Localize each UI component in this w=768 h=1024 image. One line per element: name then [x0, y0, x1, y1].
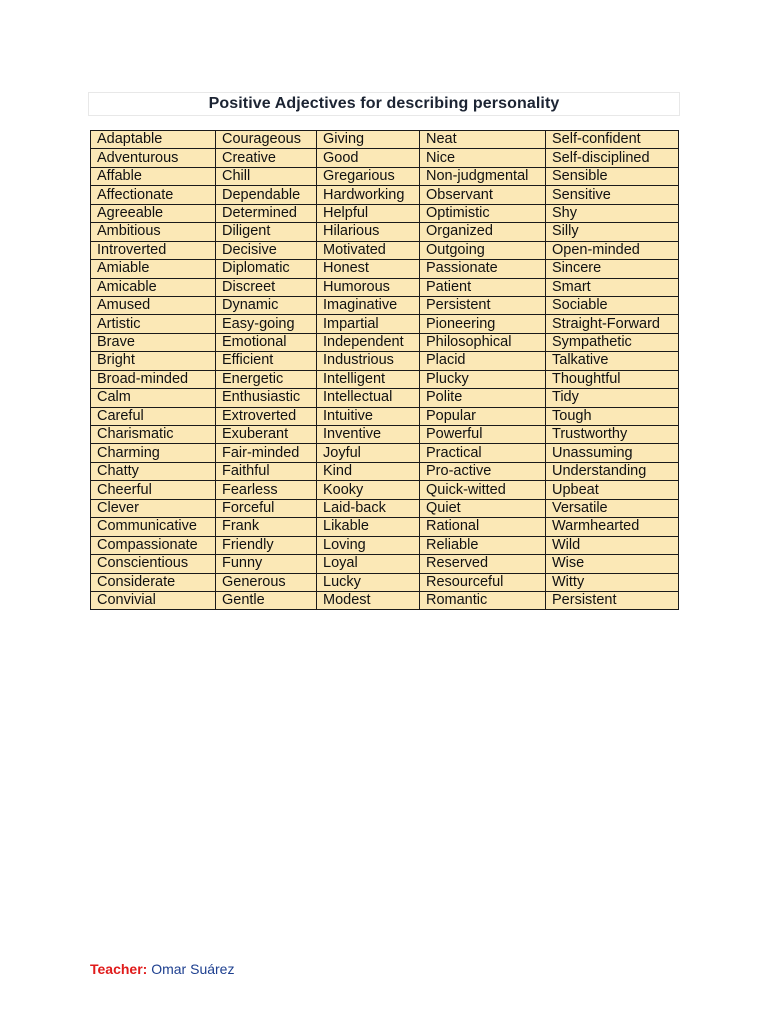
- table-cell: Faithful: [216, 462, 317, 480]
- table-cell: Sincere: [546, 260, 679, 278]
- table-cell: Wild: [546, 536, 679, 554]
- table-cell: Persistent: [420, 296, 546, 314]
- table-cell: Placid: [420, 352, 546, 370]
- table-cell: Kind: [317, 462, 420, 480]
- table-row: [91, 333, 679, 351]
- table-cell: Good: [317, 149, 420, 167]
- table-cell: Generous: [216, 573, 317, 591]
- table-cell: Conscientious: [91, 555, 216, 573]
- table-cell: Hilarious: [317, 223, 420, 241]
- table-cell: Efficient: [216, 352, 317, 370]
- table-cell: Polite: [420, 389, 546, 407]
- table-cell: Chatty: [91, 462, 216, 480]
- table-cell: Decisive: [216, 241, 317, 259]
- table-row: [91, 591, 679, 609]
- table-row: [91, 278, 679, 296]
- table-cell: Practical: [420, 444, 546, 462]
- table-cell: Easy-going: [216, 315, 317, 333]
- table-cell: Laid-back: [317, 499, 420, 517]
- table-cell: Organized: [420, 223, 546, 241]
- table-cell: Honest: [317, 260, 420, 278]
- table-cell: Reserved: [420, 555, 546, 573]
- title-box: [88, 92, 680, 116]
- table-row: [91, 518, 679, 536]
- table-cell: Cheerful: [91, 481, 216, 499]
- table-cell: Self-confident: [546, 131, 679, 149]
- table-cell: Convivial: [91, 591, 216, 609]
- table-cell: Sympathetic: [546, 333, 679, 351]
- table-cell: Frank: [216, 518, 317, 536]
- table-cell: Upbeat: [546, 481, 679, 499]
- table-row: [91, 204, 679, 222]
- table-row: [91, 389, 679, 407]
- table-cell: Persistent: [546, 591, 679, 609]
- table-cell: Fearless: [216, 481, 317, 499]
- table-row: [91, 315, 679, 333]
- table-cell: Versatile: [546, 499, 679, 517]
- table-cell: Industrious: [317, 352, 420, 370]
- table-cell: Romantic: [420, 591, 546, 609]
- table-row: [91, 499, 679, 517]
- table-cell: Amicable: [91, 278, 216, 296]
- table-cell: Open-minded: [546, 241, 679, 259]
- table-cell: Creative: [216, 149, 317, 167]
- table-cell: Resourceful: [420, 573, 546, 591]
- table-row: [91, 426, 679, 444]
- table-row: [91, 481, 679, 499]
- table-cell: Quick-witted: [420, 481, 546, 499]
- table-cell: Diligent: [216, 223, 317, 241]
- table-cell: Charismatic: [91, 426, 216, 444]
- table-cell: Observant: [420, 186, 546, 204]
- table-cell: Straight-Forward: [546, 315, 679, 333]
- table-cell: Compassionate: [91, 536, 216, 554]
- table-row: [91, 536, 679, 554]
- table-cell: Adventurous: [91, 149, 216, 167]
- page-title: Positive Adjectives for describing personality: [208, 95, 560, 112]
- table-cell: Considerate: [91, 573, 216, 591]
- table-cell: Optimistic: [420, 204, 546, 222]
- table-cell: Helpful: [317, 204, 420, 222]
- table-cell: Silly: [546, 223, 679, 241]
- table-cell: Shy: [546, 204, 679, 222]
- table-cell: Tidy: [546, 389, 679, 407]
- table-cell: Modest: [317, 591, 420, 609]
- adjectives-table-body: [91, 131, 679, 610]
- teacher-credit: [90, 960, 234, 978]
- table-cell: Energetic: [216, 370, 317, 388]
- table-cell: Chill: [216, 167, 317, 185]
- table-cell: Talkative: [546, 352, 679, 370]
- table-cell: Giving: [317, 131, 420, 149]
- table-cell: Diplomatic: [216, 260, 317, 278]
- table-cell: Likable: [317, 518, 420, 536]
- table-cell: Pioneering: [420, 315, 546, 333]
- table-cell: Artistic: [91, 315, 216, 333]
- table-row: [91, 296, 679, 314]
- table-row: [91, 241, 679, 259]
- table-cell: Philosophical: [420, 333, 546, 351]
- table-cell: Amused: [91, 296, 216, 314]
- table-row: [91, 167, 679, 185]
- table-row: [91, 223, 679, 241]
- table-row: [91, 555, 679, 573]
- table-row: [91, 131, 679, 149]
- table-cell: Wise: [546, 555, 679, 573]
- table-cell: Reliable: [420, 536, 546, 554]
- table-cell: Lucky: [317, 573, 420, 591]
- table-cell: Self-disciplined: [546, 149, 679, 167]
- table-cell: Emotional: [216, 333, 317, 351]
- table-cell: Exuberant: [216, 426, 317, 444]
- table-cell: Neat: [420, 131, 546, 149]
- table-cell: Sensible: [546, 167, 679, 185]
- table-cell: Extroverted: [216, 407, 317, 425]
- table-row: [91, 186, 679, 204]
- table-cell: Courageous: [216, 131, 317, 149]
- table-cell: Nice: [420, 149, 546, 167]
- table-cell: Pro-active: [420, 462, 546, 480]
- table-cell: Intuitive: [317, 407, 420, 425]
- table-cell: Humorous: [317, 278, 420, 296]
- table-cell: Fair-minded: [216, 444, 317, 462]
- table-cell: Dynamic: [216, 296, 317, 314]
- table-cell: Unassuming: [546, 444, 679, 462]
- table-cell: Understanding: [546, 462, 679, 480]
- teacher-label: Teacher:: [90, 961, 148, 977]
- table-cell: Determined: [216, 204, 317, 222]
- table-cell: Communicative: [91, 518, 216, 536]
- table-cell: Amiable: [91, 260, 216, 278]
- table-cell: Joyful: [317, 444, 420, 462]
- table-cell: Patient: [420, 278, 546, 296]
- table-cell: Inventive: [317, 426, 420, 444]
- table-cell: Intelligent: [317, 370, 420, 388]
- table-cell: Clever: [91, 499, 216, 517]
- table-cell: Gentle: [216, 591, 317, 609]
- table-row: [91, 407, 679, 425]
- table-cell: Sociable: [546, 296, 679, 314]
- table-cell: Trustworthy: [546, 426, 679, 444]
- table-cell: Introverted: [91, 241, 216, 259]
- table-cell: Warmhearted: [546, 518, 679, 536]
- table-cell: Tough: [546, 407, 679, 425]
- table-cell: Loyal: [317, 555, 420, 573]
- table-row: [91, 370, 679, 388]
- table-cell: Thoughtful: [546, 370, 679, 388]
- table-cell: Rational: [420, 518, 546, 536]
- table-cell: Brave: [91, 333, 216, 351]
- table-cell: Popular: [420, 407, 546, 425]
- table-cell: Ambitious: [91, 223, 216, 241]
- table-cell: Forceful: [216, 499, 317, 517]
- table-row: [91, 573, 679, 591]
- table-cell: Charming: [91, 444, 216, 462]
- table-cell: Friendly: [216, 536, 317, 554]
- table-cell: Independent: [317, 333, 420, 351]
- table-cell: Plucky: [420, 370, 546, 388]
- table-cell: Gregarious: [317, 167, 420, 185]
- table-cell: Impartial: [317, 315, 420, 333]
- table-cell: Powerful: [420, 426, 546, 444]
- table-row: [91, 149, 679, 167]
- table-row: [91, 260, 679, 278]
- table-cell: Passionate: [420, 260, 546, 278]
- table-cell: Outgoing: [420, 241, 546, 259]
- table-row: [91, 444, 679, 462]
- table-row: [91, 352, 679, 370]
- table-cell: Funny: [216, 555, 317, 573]
- table-cell: Bright: [91, 352, 216, 370]
- table-cell: Kooky: [317, 481, 420, 499]
- table-cell: Motivated: [317, 241, 420, 259]
- table-cell: Loving: [317, 536, 420, 554]
- adjectives-table: [90, 130, 679, 610]
- table-cell: Imaginative: [317, 296, 420, 314]
- table-cell: Witty: [546, 573, 679, 591]
- table-cell: Affable: [91, 167, 216, 185]
- table-cell: Broad-minded: [91, 370, 216, 388]
- table-cell: Sensitive: [546, 186, 679, 204]
- table-cell: Careful: [91, 407, 216, 425]
- table-cell: Quiet: [420, 499, 546, 517]
- table-cell: Hardworking: [317, 186, 420, 204]
- table-cell: Discreet: [216, 278, 317, 296]
- table-cell: Enthusiastic: [216, 389, 317, 407]
- table-row: [91, 462, 679, 480]
- table-cell: Affectionate: [91, 186, 216, 204]
- table-cell: Calm: [91, 389, 216, 407]
- table-cell: Non-judgmental: [420, 167, 546, 185]
- table-cell: Smart: [546, 278, 679, 296]
- table-cell: Dependable: [216, 186, 317, 204]
- teacher-name: Omar Suárez: [151, 961, 235, 977]
- table-cell: Intellectual: [317, 389, 420, 407]
- table-cell: Adaptable: [91, 131, 216, 149]
- table-cell: Agreeable: [91, 204, 216, 222]
